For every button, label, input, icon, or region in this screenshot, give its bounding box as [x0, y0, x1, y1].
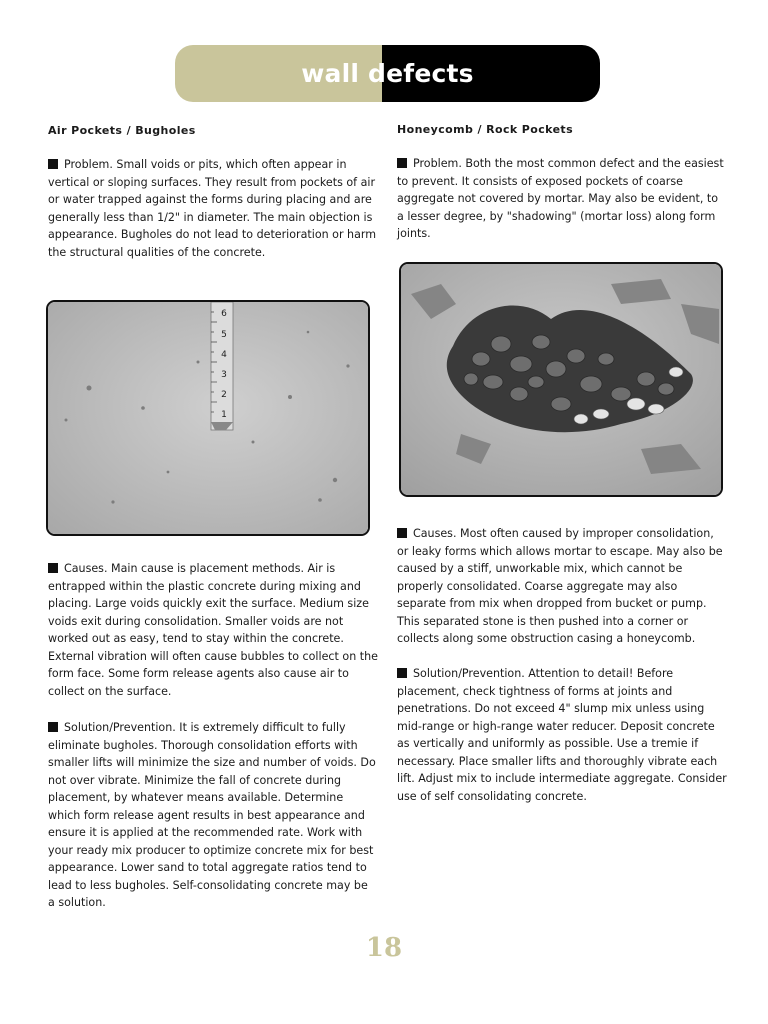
- ruler-mark: 4: [221, 350, 227, 360]
- page-number: 18: [365, 933, 403, 963]
- bullet-square-icon: [397, 528, 407, 538]
- bugholes-causes-text: Causes. Main cause is placement methods. Air is entrapped within the plastic concrete during mixing and placing. Large voids quickly exit the surface. Medium size voids exit during consolidation. Smaller voids are not worked out as easy, tend to stay within the concrete. External vibration will often cause bubbles to collect on the form face. Some form release agents also cause air to collect on the surface.: [48, 562, 378, 698]
- honeycomb-photo-image: [401, 264, 721, 495]
- bugholes-solution-text: Solution/Prevention. It is extremely difficult to fully eliminate bugholes. Thorough consolidation efforts with smaller lifts will minimize the size and number of voids. Do not over vibrate. Minimize the fall of concrete during placement, by whatever means available. Determine which form release agent results in best appearance and ensure it is applied at the recommended rate. Work with your ready mix producer to optimize concrete mix for best appearance. Lower sand to total aggregate ratios tend to lead to less bugholes. Self-consolidating concrete may be a solution.: [48, 721, 376, 909]
- bugholes-photo: [46, 300, 370, 536]
- bullet-square-icon: [48, 722, 58, 732]
- bullet-square-icon: [48, 159, 58, 169]
- bullet-square-icon: [48, 563, 58, 573]
- honeycomb-problem-text: Problem. Both the most common defect and the easiest to prevent. It consists of exposed pockets of coarse aggregate not covered by mortar. May also be evident, to a lesser degree, by "shadowing" (mortar loss) along form joints.: [397, 157, 724, 240]
- ruler-mark: 2: [221, 390, 227, 400]
- page-title-bar: [175, 45, 600, 102]
- bugholes-problem-text: Problem. Small voids or pits, which often appear in vertical or sloping surfaces. They result from pockets of air or water trapped against the forms during placing and are generally less than 1/2" in diameter. The main objection is appearance. Bugholes do not lead to deterioration or harm the structural qualities of the concrete.: [48, 158, 377, 259]
- honeycomb-causes-paragraph: [397, 525, 727, 648]
- ruler-mark: 5: [221, 330, 227, 340]
- bugholes-problem-paragraph: [48, 156, 378, 261]
- honeycomb-photo: [399, 262, 723, 497]
- ruler-mark: 1: [221, 410, 227, 420]
- bugholes-causes-paragraph: [48, 560, 378, 700]
- section-heading-honeycomb: Honeycomb / Rock Pockets: [397, 123, 574, 136]
- section-heading-bugholes: Air Pockets / Bugholes: [48, 124, 196, 137]
- bugholes-solution-paragraph: [48, 719, 378, 912]
- bullet-square-icon: [397, 158, 407, 168]
- honeycomb-solution-paragraph: [397, 665, 727, 805]
- honeycomb-problem-paragraph: [397, 155, 727, 243]
- honeycomb-solution-text: Solution/Prevention. Attention to detail! Before placement, check tightness of forms at joints and penetrations. Do not exceed 4" slump mix unless using mid-range or high-range water reducer. Deposit concrete as vertically and uniformly as possible. Use a tremie if necessary. Place smaller lifts and thoroughly vibrate each lift. Adjust mix to include intermediate aggregate. Consider use of self consolidating concrete.: [397, 667, 727, 803]
- page-title: wall defects: [301, 59, 474, 88]
- bugholes-photo-image: [48, 302, 368, 534]
- bullet-square-icon: [397, 668, 407, 678]
- honeycomb-causes-text: Causes. Most often caused by improper consolidation, or leaky forms which allows mortar to escape. May also be caused by a stiff, unworkable mix, which cannot be properly consolidated. Coarse aggregate may also separate from mix when dropped from bucket or pump. This separated stone is then pushed into a corner or collects along some obstruction casing a honeycomb.: [397, 527, 723, 645]
- ruler-mark: 3: [221, 370, 227, 380]
- ruler-mark: 6: [221, 309, 227, 319]
